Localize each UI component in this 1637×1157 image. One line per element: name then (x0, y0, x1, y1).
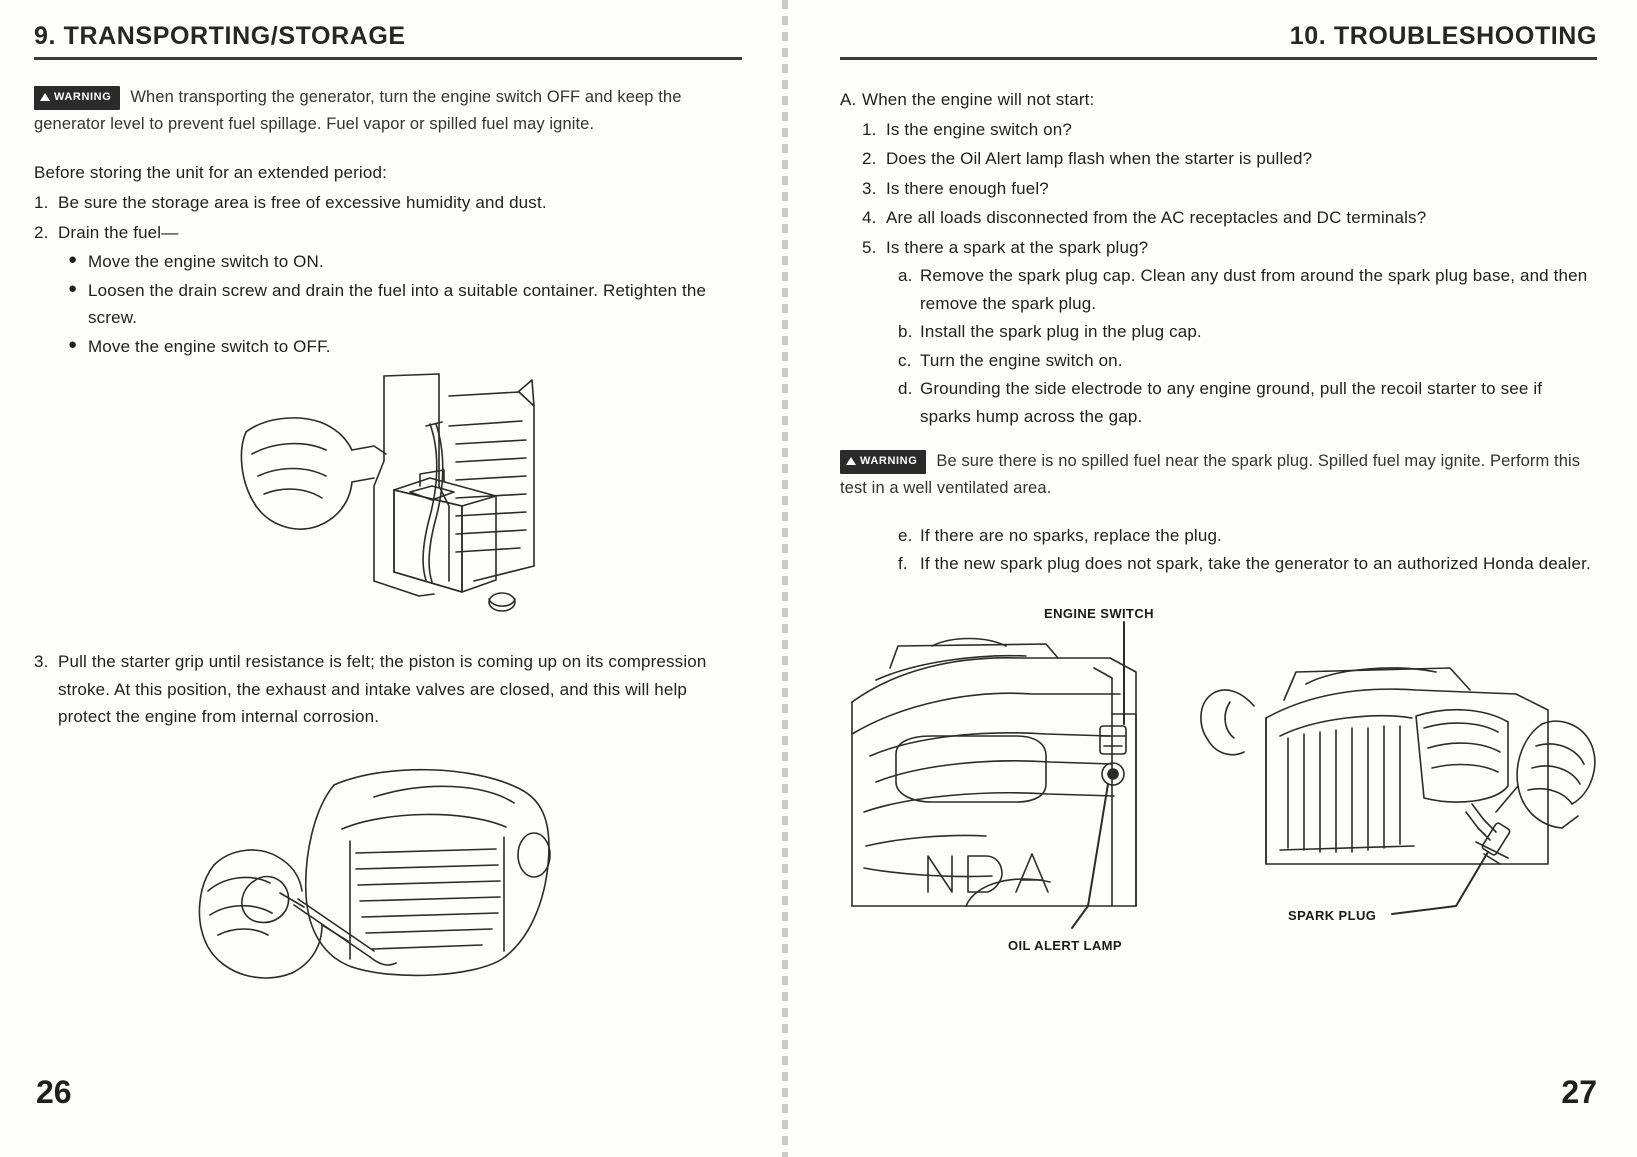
bullet-text: Loosen the drain screw and drain the fuel into a suitable container. Retighten the screw. (88, 280, 707, 328)
subcheck-marker: c. (898, 350, 912, 370)
list-item (862, 116, 1597, 144)
figure-troubleshooting-group (836, 606, 1606, 986)
list-item (34, 648, 742, 731)
figure-label-engine-switch: ENGINE SWITCH (1044, 605, 1154, 621)
list-item (862, 145, 1597, 173)
warning-badge-icon (840, 450, 926, 474)
section-title: When the engine will not start: (862, 90, 1095, 109)
right-warning-text: Be sure there is no spilled fuel near the spark plug. Spilled fuel may ignite. Perform this test in a well ventilated area. (840, 452, 1581, 498)
list-item (34, 189, 742, 217)
right-warning-block (840, 448, 1597, 501)
check-marker: 4. (862, 208, 877, 228)
check-text: Are all loads disconnected from the AC receptacles and DC terminals? (886, 208, 1427, 228)
subcheck-marker: b. (898, 322, 913, 342)
right-subchecks-after-list (898, 522, 1597, 578)
list-item (898, 375, 1597, 430)
step-text: Drain the fuel— (58, 222, 179, 242)
list-item (898, 550, 1597, 578)
check-text: Is there enough fuel? (886, 178, 1049, 198)
figure-label-oil-alert-lamp: OIL ALERT LAMP (1008, 937, 1122, 953)
check-marker: 2. (862, 149, 877, 169)
right-page-number: 27 (1561, 1074, 1597, 1110)
subcheck-text: Grounding the side electrode to any engine ground, pull the recoil starter to see if sparks hump across the gap. (920, 379, 1543, 426)
step-marker: 2. (34, 222, 49, 242)
subcheck-text: Install the spark plug in the plug cap. (920, 322, 1202, 342)
left-chapter-heading: 9. TRANSPORTING/STORAGE (34, 22, 742, 60)
bullet-icon: ● (68, 335, 78, 353)
subcheck-marker: f. (898, 554, 908, 574)
warning-badge-label: WARNING (860, 455, 918, 468)
step-text: Pull the starter grip until resistance is felt; the piston is coming up on its compression stroke. At this position, the exhaust and intake valves are closed, and this will help protect the engine from internal corrosion. (58, 652, 707, 727)
list-item (898, 262, 1597, 317)
left-page (0, 0, 790, 1157)
right-chapter-heading: 10. TROUBLESHOOTING (840, 22, 1597, 60)
list-item (898, 347, 1597, 375)
figure-drain-fuel (234, 366, 594, 636)
right-subchecks-list (898, 262, 1597, 430)
bullet-icon: ● (68, 279, 78, 297)
subcheck-text: Turn the engine switch on. (920, 350, 1123, 370)
section-label: A. (840, 90, 857, 109)
step-marker: 1. (34, 192, 49, 212)
list-item (862, 204, 1597, 232)
warning-badge-label: WARNING (54, 91, 112, 103)
subcheck-text: If the new spark plug does not spark, take the generator to an authorized Honda dealer. (920, 554, 1591, 574)
bullet-text: Move the engine switch to OFF. (88, 336, 331, 356)
list-item (898, 318, 1597, 346)
left-intro-text: Before storing the unit for an extended period: (34, 163, 387, 183)
list-item (68, 277, 742, 332)
left-step3-block (34, 648, 742, 731)
list-item (862, 175, 1597, 203)
warning-badge-icon (34, 86, 120, 110)
left-warning-block (34, 84, 742, 137)
right-section-block (840, 86, 1597, 430)
bullet-icon: ● (68, 251, 78, 269)
bullet-text: Move the engine switch to ON. (88, 252, 324, 272)
step-marker: 3. (34, 652, 49, 672)
left-steps-list (34, 189, 742, 246)
check-text: Does the Oil Alert lamp flash when the starter is pulled? (886, 149, 1313, 169)
list-item (68, 333, 742, 361)
check-marker: 3. (862, 178, 877, 198)
left-page-number: 26 (36, 1074, 72, 1110)
figure-label-spark-plug: SPARK PLUG (1288, 907, 1377, 923)
check-text: Is the engine switch on? (886, 119, 1072, 139)
subcheck-marker: e. (898, 525, 913, 545)
subcheck-marker: d. (898, 379, 913, 399)
check-marker: 1. (862, 119, 877, 139)
list-item (862, 234, 1597, 262)
subcheck-text: Remove the spark plug cap. Clean any dust from around the spark plug base, and then remove the spark plug. (920, 266, 1588, 313)
subcheck-text: If there are no sparks, replace the plug. (920, 525, 1222, 545)
step-text: Be sure the storage area is free of excessive humidity and dust. (58, 192, 547, 212)
list-item (898, 522, 1597, 550)
subcheck-marker: a. (898, 266, 913, 286)
section-heading (840, 86, 1597, 114)
left-warning-text: When transporting the generator, turn the engine switch OFF and keep the generator level to prevent fuel spillage. Fuel vapor or spilled fuel may ignite. (34, 88, 682, 133)
figure-starter-grip (184, 745, 604, 1015)
left-bullets-list (34, 248, 742, 360)
right-checks-list (862, 116, 1597, 262)
right-page (790, 0, 1637, 1157)
check-text: Is there a spark at the spark plug? (886, 237, 1149, 257)
list-item (68, 248, 742, 276)
check-marker: 5. (862, 237, 877, 257)
list-item (34, 219, 742, 247)
